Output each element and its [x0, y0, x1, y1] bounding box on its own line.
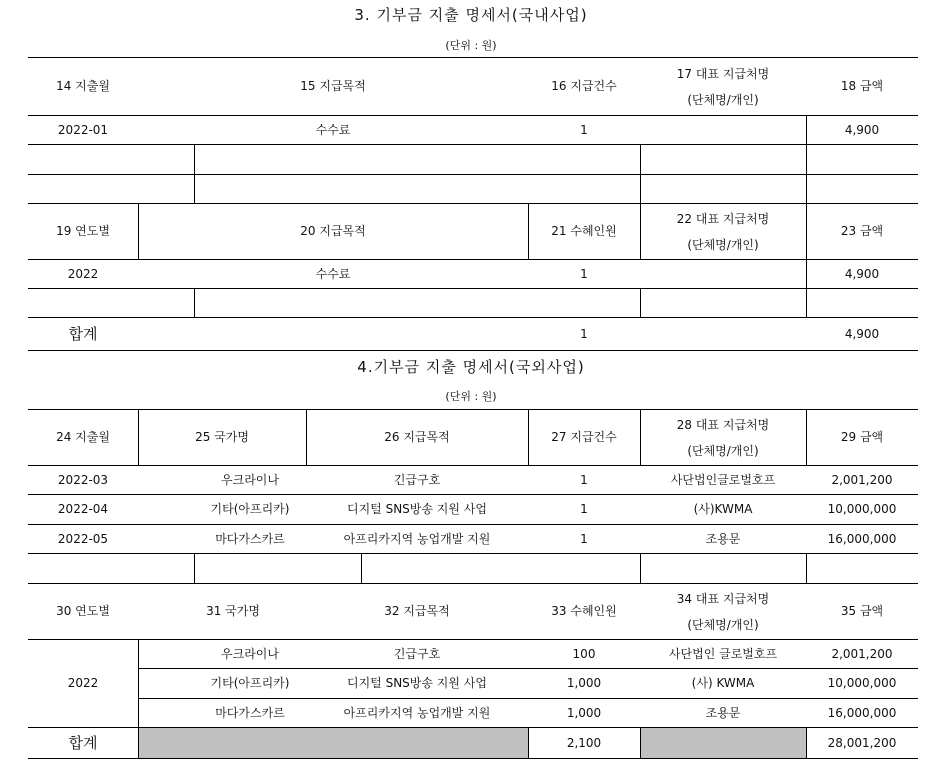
header-recipient: [640, 410, 806, 465]
cell-amount: 4,900: [844, 122, 880, 137]
header-year: 30 연도별: [56, 604, 110, 618]
total-amount: 4,900: [844, 326, 880, 341]
cell-purpose: 아프리카지역 농업개발 지원: [343, 705, 491, 720]
header-count: 27 지급건수: [551, 430, 617, 444]
total-amount: 28,001,200: [827, 735, 897, 750]
cell-recipient: 사단법인글로벌호프: [670, 472, 776, 487]
cell-purpose: 수수료: [315, 266, 351, 281]
header-month: 14 지출월: [56, 79, 110, 93]
header-recipient: [640, 584, 806, 639]
cell-month: 2022-04: [57, 502, 109, 516]
header-recipient-line2: (단체명/개인): [687, 617, 759, 632]
cell-amount: 16,000,000: [827, 705, 897, 720]
cell-country: 우크라이나: [221, 472, 279, 487]
cell-recipient: 조용문: [705, 531, 741, 546]
header-recipient: [640, 204, 806, 259]
cell-count: 1: [580, 472, 588, 487]
section4-title: 4.기부금 지출 명세서(국외사업): [357, 358, 585, 376]
header-year: 19 연도별: [56, 224, 110, 238]
cell-count: 1: [580, 531, 588, 546]
cell-count: 1,000: [566, 676, 602, 690]
header-country: 31 국가명: [206, 604, 260, 618]
header-amount: 29 금액: [840, 430, 884, 444]
cell-purpose: 디지털 SNS방송 지원 사업: [347, 502, 487, 516]
cell-year: 2022: [67, 266, 99, 281]
cell-recipient: 조용문: [705, 705, 741, 720]
header-recipient-line1: 34 대표 지급처명: [676, 591, 770, 606]
cell-amount: 10,000,000: [827, 502, 897, 516]
header-purpose: 26 지급목적: [384, 430, 450, 444]
header-amount: 18 금액: [840, 79, 884, 93]
cell-country: 기타(아프리카): [210, 502, 290, 516]
header-recipient-line2: (단체명/개인): [687, 92, 759, 107]
total-count: 2,100: [566, 735, 602, 750]
header-amount: 35 금액: [840, 604, 884, 618]
cell-year: 2022: [67, 676, 99, 690]
header-beneficiaries: 33 수혜인원: [551, 604, 617, 618]
section4-unit: (단위 : 원): [445, 390, 497, 403]
cell-country: 기타(아프리카): [210, 676, 290, 690]
cell-purpose: 긴급구호: [393, 472, 441, 487]
cell-purpose: 디지털 SNS방송 지원 사업: [347, 676, 487, 690]
total-label: 합계: [68, 324, 98, 343]
cell-amount: 2,001,200: [831, 646, 893, 661]
header-recipient: [640, 58, 806, 115]
header-purpose: 15 지급목적: [300, 79, 366, 93]
cell-amount: 10,000,000: [827, 676, 897, 690]
cell-count: 1,000: [566, 705, 602, 720]
cell-month: 2022-03: [57, 472, 109, 487]
header-recipient-line1: 28 대표 지급처명: [676, 417, 770, 432]
cell-country: 마다가스카르: [215, 531, 285, 546]
section3-unit: (단위 : 원): [445, 39, 497, 52]
cell-count: 1: [580, 122, 588, 137]
header-count: 16 지급건수: [551, 79, 617, 93]
header-month: 24 지출월: [56, 430, 110, 444]
header-purpose: 32 지급목적: [384, 604, 450, 618]
cell-purpose: 긴급구호: [393, 646, 441, 661]
header-recipient-line2: (단체명/개인): [687, 237, 759, 252]
header-country: 25 국가명: [195, 430, 249, 444]
total-count: 1: [580, 326, 588, 341]
header-purpose: 20 지급목적: [300, 224, 366, 238]
cell-country: 마다가스카르: [215, 705, 285, 720]
cell-amount: 4,900: [844, 266, 880, 281]
cell-recipient: 사단법인 글로벌호프: [668, 646, 778, 661]
cell-recipient: (사)KWMA: [693, 502, 753, 516]
section3-title: 3. 기부금 지출 명세서(국내사업): [354, 6, 588, 24]
header-recipient-line1: 22 대표 지급처명: [676, 211, 770, 226]
header-recipient-line1: 17 대표 지급처명: [676, 66, 770, 81]
header-amount: 23 금액: [840, 224, 884, 238]
cell-country: 우크라이나: [221, 646, 279, 661]
cell-count: 1: [580, 502, 588, 516]
total-label: 합계: [68, 733, 98, 752]
cell-purpose: 아프리카지역 농업개발 지원: [343, 531, 491, 546]
header-recipient-line2: (단체명/개인): [687, 443, 759, 458]
cell-amount: 16,000,000: [827, 531, 897, 546]
cell-count: 100: [572, 646, 596, 661]
cell-month: 2022-05: [57, 531, 109, 546]
cell-month: 2022-01: [57, 122, 109, 137]
cell-amount: 2,001,200: [831, 472, 893, 487]
cell-recipient: (사) KWMA: [691, 676, 755, 690]
header-beneficiaries: 21 수혜인원: [551, 224, 617, 238]
cell-count: 1: [580, 266, 588, 281]
cell-purpose: 수수료: [315, 122, 351, 137]
